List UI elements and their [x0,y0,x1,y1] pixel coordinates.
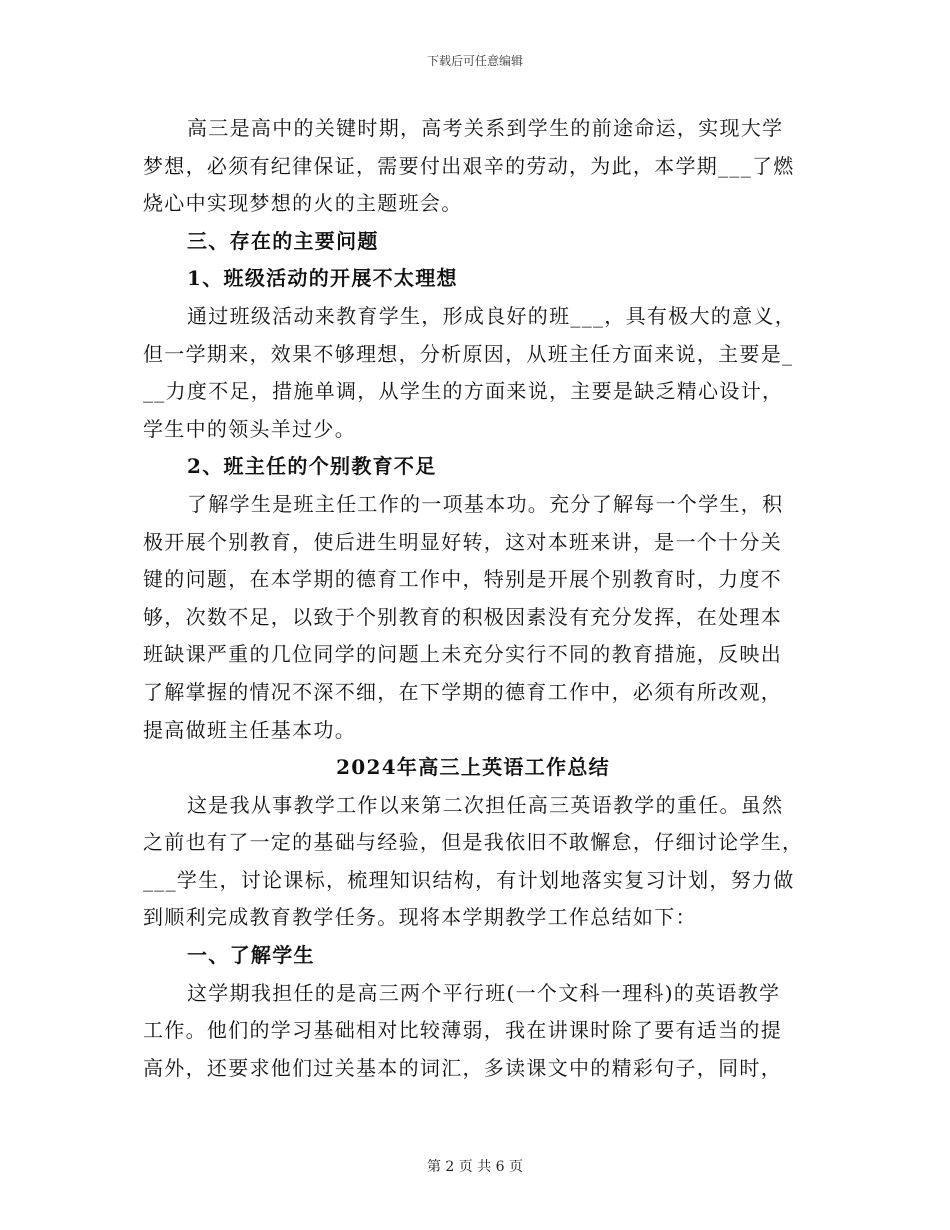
body-text-line: 工作。他们的学习基础相对比较薄弱，我在讲课时除了要有适当的提 [143,1018,782,1043]
body-text-line: 学生中的领头羊过少。 [143,416,356,441]
section-title: 2024年高三上英语工作总结 [336,755,610,780]
page-header: 下载后可任意编辑 [426,54,523,68]
body-text-line: 这是我从事教学工作以来第二次担任高三英语教学的重任。虽然 [187,792,784,817]
body-text-line: __力度不足，措施单调，从学生的方面来说，主要是缺乏精心设计， [143,379,784,404]
body-text-line: 梦想，必须有纪律保证，需要付出艰辛的劳动，为此，本学期___了燃 [143,153,795,178]
body-text-line: 高外，还要求他们过关基本的词汇，多读课文中的精彩句子，同时， [143,1055,782,1080]
body-text-line: 了解掌握的情况不深不细，在下学期的德育工作中，必须有所改观， [143,679,782,704]
section-heading: 一、了解学生 [187,943,315,968]
body-text-line: ___学生，讨论课标，梳理知识结构，有计划地落实复习计划，努力做 [143,867,795,892]
body-text-line: 键的问题，在本学期的德育工作中，特别是开展个别教育时，力度不 [143,567,782,592]
body-text-line: 班缺课严重的几位同学的问题上未充分实行不同的教育措施，反映出 [143,642,782,667]
document-body [143,110,803,1087]
section-heading: 1、班级活动的开展不太理想 [187,266,458,291]
body-text-line: 到顺利完成教育教学任务。现将本学期教学工作总结如下： [143,905,697,930]
section-heading: 2、班主任的个别教育不足 [187,454,437,479]
body-text-line: 但一学期来，效果不够理想，分析原因，从班主任方面来说，主要是_ [143,341,794,366]
body-text-line: 之前也有了一定的基础与经验，但是我依旧不敢懈怠，仔细讨论学生， [143,830,804,855]
body-text-line: 够，次数不足，以致于个别教育的积极因素没有充分发挥，在处理本 [143,604,782,629]
body-text-line: 提高做班主任基本功。 [143,717,356,742]
body-text-line: 烧心中实现梦想的火的主题班会。 [143,191,463,216]
body-text-line: 通过班级活动来教育学生，形成良好的班___，具有极大的意义， [187,303,796,328]
body-text-line: 高三是高中的关键时期，高考关系到学生的前途命运，实现大学 [187,116,784,140]
body-text-line: 了解学生是班主任工作的一项基本功。充分了解每一个学生，积 [187,491,784,516]
section-heading: 三、存在的主要问题 [187,228,379,253]
body-text-line: 极开展个别教育，使后进生明显好转，这对本班来讲，是一个十分关 [143,529,782,554]
page-footer: 第 2 页 共 6 页 [426,1159,524,1175]
body-text-line: 这学期我担任的是高三两个平行班(一个文科一理科)的英语教学 [187,980,781,1005]
